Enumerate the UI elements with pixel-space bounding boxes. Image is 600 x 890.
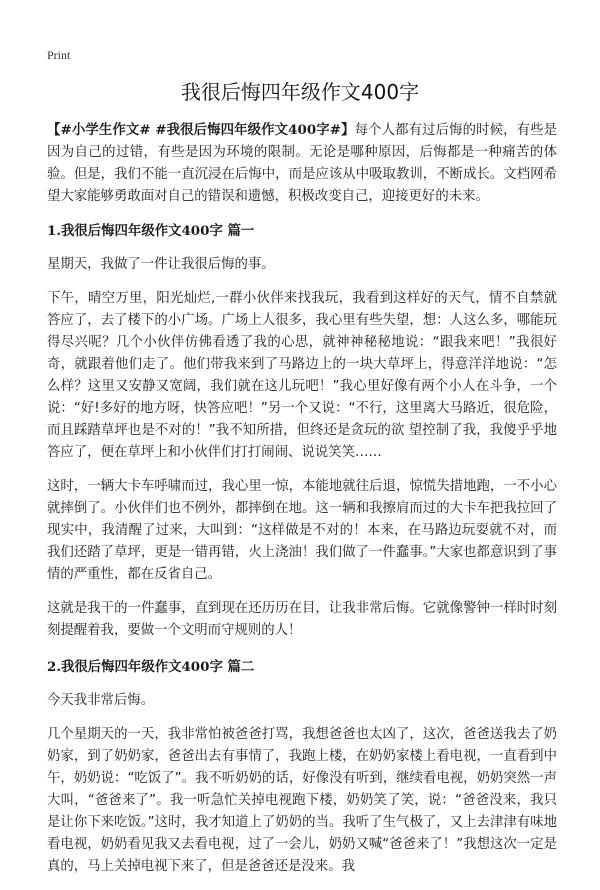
section-2-paragraph-2: 几个星期天的一天，我非常怕被爸爸打骂，我想爸爸也太凶了，这次，爸爸送我去了奶奶家，到了奶奶家，爸爸出去有事情了，我跑上楼，在奶奶家楼上看电视，一直看到中午，奶奶说：“吃饭了”。我不听奶奶的话，好像没有听到，继续看电视，奶奶突然一声大叫，“爸爸来了”。我一听急忙关掉电视跑下楼，奶奶笑了笑，说：“爸爸没来，我只是让你下来吃饭。”这时，我才知道上了奶奶的当。我听了生气极了，又上去津津有味地看电视，奶奶看见我又去看电视，过了一会儿，奶奶又喊“爸爸来了！”我想这次一定是真的，马上关掉电视下来了，但是爸爸还是没来。我 (47, 727, 557, 874)
section-1-paragraph-1: 星期天，我做了一件让我很后悔的事。 (47, 257, 275, 272)
section-2-paragraph-1: 今天我非常后悔。 (47, 693, 155, 708)
section-heading-1: 1.我很后悔四年级作文400字 篇一 (47, 223, 255, 239)
page-title: 我很后悔四年级作文400字 (180, 80, 420, 104)
section-1-paragraph-3: 这时，一辆大卡车呼啸而过，我心里一惊，本能地就往后退，惊慌失措地跑，一不小心就摔倒了。小伙伴们也不例外，都摔倒在地。这一辆和我擦肩而过的大卡车把我拉回了现实中，我清醒了过来，大叫到：“这样做是不对的！本来，在马路边玩耍就不对，而我们还踏了草坪，更是一错再错，火上浇油！我们做了一件蠢事。”大家也都意识到了事情的严重性，都在反省自己。 (47, 479, 557, 582)
article-body (47, 119, 557, 890)
section-heading-2: 2.我很后悔四年级作文400字 篇二 (47, 659, 255, 675)
intro-paragraph (47, 119, 557, 208)
intro-text: 每个人都有过后悔的时候，有些是因为自己的过错，有些是因为环境的限制。无论是哪种原因，后悔都是一种痛苦的体验。但是，我们不能一直沉浸在后悔中，而是应该从中吸取教训，不断成长。文档网希望大家能够勇敢面对自己的错误和遗憾，积极改变自己，迎接更好的未来。 (47, 123, 557, 204)
section-1-paragraph-2: 下午，晴空万里，阳光灿烂,一群小伙伴来找我玩，我看到这样好的天气，情不自禁就答应了，去了楼下的小广场。广场上人很多，我心里有些失望，想：人这么多，哪能玩得尽兴呢？几个小伙伴仿佛看透了我的心思，就神神秘秘地说：“跟我来吧！”我很好奇，就跟着他们走了。他们带我来到了马路边上的一块大草坪上，得意洋洋地说：“怎么样？这里又安静又宽阔，我们就在这儿玩吧！”我心里好像有两个小人在斗争，一个说：“好!多好的地方呀，快答应吧！”另一个又说：“不行，这里离大马路近，很危险，而且踩踏草坪也是不对的！”我不知所措，但终还是贪玩的欲 望控制了我，我傻乎乎地答应了，便在草坪上和小伙伴们打打闹闹、说说笑笑…… (47, 291, 557, 460)
intro-tag: 【#小学生作文# #我很后悔四年级作文400字#】 (47, 122, 355, 138)
print-link[interactable]: Print (47, 48, 71, 62)
section-1-paragraph-4: 这就是我干的一件蠢事，直到现在还历历在目，让我非常后悔。它就像警钟一样时时刻刻提醒着我，要做一个文明而守规则的人！ (47, 601, 557, 638)
